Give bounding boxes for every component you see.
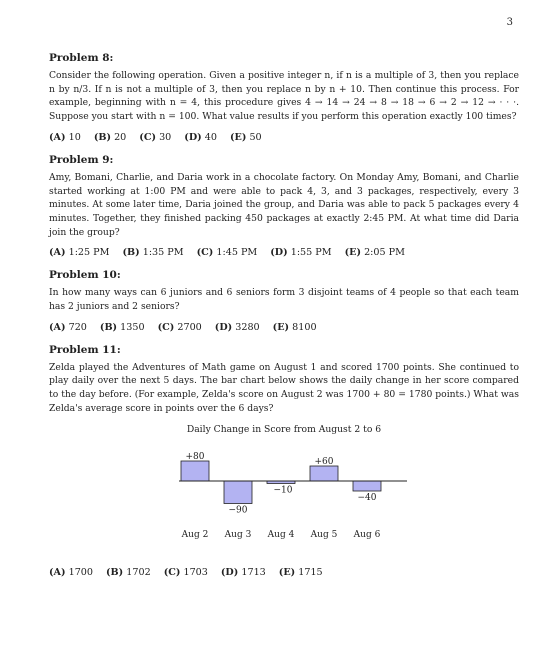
problem-title: Problem 11: [49, 343, 121, 356]
choice-value: 1713 [241, 566, 266, 578]
choice-value: 1:35 PM [142, 247, 184, 259]
choice-b [106, 567, 151, 578]
bar-value-label: −40 [357, 492, 377, 503]
choice-letter: (C) [139, 131, 156, 143]
category-label: Aug 2 [181, 529, 209, 540]
choice-d [215, 322, 260, 333]
choice-a [49, 247, 109, 258]
bar-chart-svg [179, 437, 409, 543]
bar-aug-2 [181, 461, 209, 481]
category-label: Aug 4 [267, 529, 295, 540]
choice-e [279, 567, 323, 578]
choice-letter: (E) [272, 321, 290, 333]
choice-value: 1715 [298, 566, 323, 578]
bar-aug-6 [353, 481, 381, 491]
bar-value-label: +80 [185, 451, 205, 462]
choice-e [273, 322, 317, 333]
choice-value: 8100 [292, 321, 317, 333]
category-label: Aug 6 [353, 529, 381, 540]
choice-letter: (C) [157, 321, 175, 333]
choice-letter: (D) [184, 131, 202, 143]
choice-letter: (B) [106, 566, 124, 578]
answer-choices [49, 132, 519, 143]
choice-b [94, 132, 126, 143]
choice-letter: (E) [229, 131, 247, 143]
choice-value: 1350 [120, 321, 145, 333]
choice-letter: (E) [344, 247, 361, 259]
score-change-chart [179, 424, 409, 547]
bar-aug-5 [310, 466, 338, 481]
choice-value: 30 [159, 131, 172, 143]
choice-b [100, 322, 145, 333]
problem-9 [49, 154, 519, 259]
choice-letter: (C) [163, 566, 181, 578]
choice-c [139, 132, 171, 143]
choice-c [197, 247, 258, 258]
choice-b [122, 247, 183, 258]
choice-letter: (A) [49, 131, 66, 143]
answer-choices [49, 247, 519, 258]
choice-letter: (D) [214, 321, 233, 333]
problem-11 [49, 344, 519, 578]
choice-letter: (B) [99, 321, 118, 333]
choice-value: 3280 [235, 321, 260, 333]
problem-8 [49, 52, 519, 143]
answer-choices [49, 322, 519, 333]
choice-a [49, 132, 81, 143]
choice-letter: (B) [93, 131, 111, 143]
category-label: Aug 3 [224, 529, 252, 540]
choice-value: 2:05 PM [364, 247, 405, 259]
choice-letter: (A) [49, 566, 66, 578]
choice-value: 1:45 PM [216, 247, 258, 259]
problem-title: Problem 8: [49, 52, 114, 64]
problem-text: Zelda played the Adventures of Math game on August 1 and scored 1700 points. She continued to play daily over the next 5 days. The bar chart below shows the daily change in her score compared to the day before. (For example, Zelda's score on August 2 was 1700 + 80 = 1780 points.) What was Zelda's average score in points over the 6 days? [49, 361, 519, 414]
choice-value: 10 [68, 131, 81, 143]
answer-choices [49, 567, 519, 578]
bar-value-label: +60 [314, 456, 334, 467]
choice-value: 1:25 PM [68, 247, 110, 259]
choice-e [230, 132, 262, 143]
choice-letter: (D) [270, 247, 288, 259]
page-number: 3 [506, 17, 513, 28]
choice-letter: (A) [49, 321, 66, 333]
problem-title: Problem 10: [49, 269, 121, 282]
choice-letter: (C) [196, 247, 214, 259]
choice-d [270, 247, 331, 258]
choice-value: 1700 [68, 566, 94, 578]
chart-title: Daily Change in Score from August 2 to 6 [186, 423, 382, 435]
choice-value: 20 [114, 131, 127, 143]
choice-c [158, 322, 202, 333]
choice-c [164, 567, 208, 578]
choice-letter: (A) [49, 247, 66, 259]
bar-value-label: −10 [273, 485, 293, 496]
choice-value: 1703 [183, 566, 208, 578]
problem-sheet [49, 52, 519, 589]
problem-text: Consider the following operation. Given a positive integer n, if n is a multiple of 3, then you replace n by n/3. If n is not a multiple of 3, then you replace n by n + 10. Then continue this process. For example, beginning with n = 4, this procedure gives 4 → 14 → 24 → 8 → 18 → 6 → 2 → 12 → · · ·. Suppose you start with n = 100. What value results if you perform this operation exactly 100 times? [49, 70, 519, 123]
choice-letter: (B) [122, 247, 140, 259]
problem-10 [49, 269, 519, 332]
bar-value-label: −90 [228, 505, 248, 516]
choice-d [221, 567, 266, 578]
choice-value: 40 [204, 131, 217, 143]
choice-a [49, 322, 87, 333]
choice-value: 1:55 PM [290, 247, 332, 259]
choice-value: 1702 [126, 566, 151, 578]
choice-a [49, 567, 93, 578]
choice-value: 50 [249, 131, 262, 143]
choice-d [184, 132, 217, 143]
choice-letter: (E) [278, 566, 296, 578]
choice-value: 720 [68, 321, 87, 333]
problem-text: In how many ways can 6 juniors and 6 seniors form 3 disjoint teams of 4 people so that each team has 2 juniors and 2 seniors? [49, 287, 519, 313]
choice-letter: (D) [220, 566, 239, 578]
bar-aug-3 [224, 481, 252, 504]
choice-e [345, 247, 405, 258]
problem-title: Problem 9: [49, 153, 114, 166]
choice-value: 2700 [177, 321, 202, 333]
category-label: Aug 5 [310, 529, 338, 540]
problem-text: Amy, Bomani, Charlie, and Daria work in a chocolate factory. On Monday Amy, Bomani, and Charlie started working at 1:00 PM and were able to pack 4, 3, and 3 packages, respectively, every 3 minutes. At some later time, Daria joined the group, and Daria was able to pack 5 packages every 4 minutes. Together, they finished packing 450 packages at exactly 2:45 PM. At what time did Daria join the group? [49, 171, 519, 238]
